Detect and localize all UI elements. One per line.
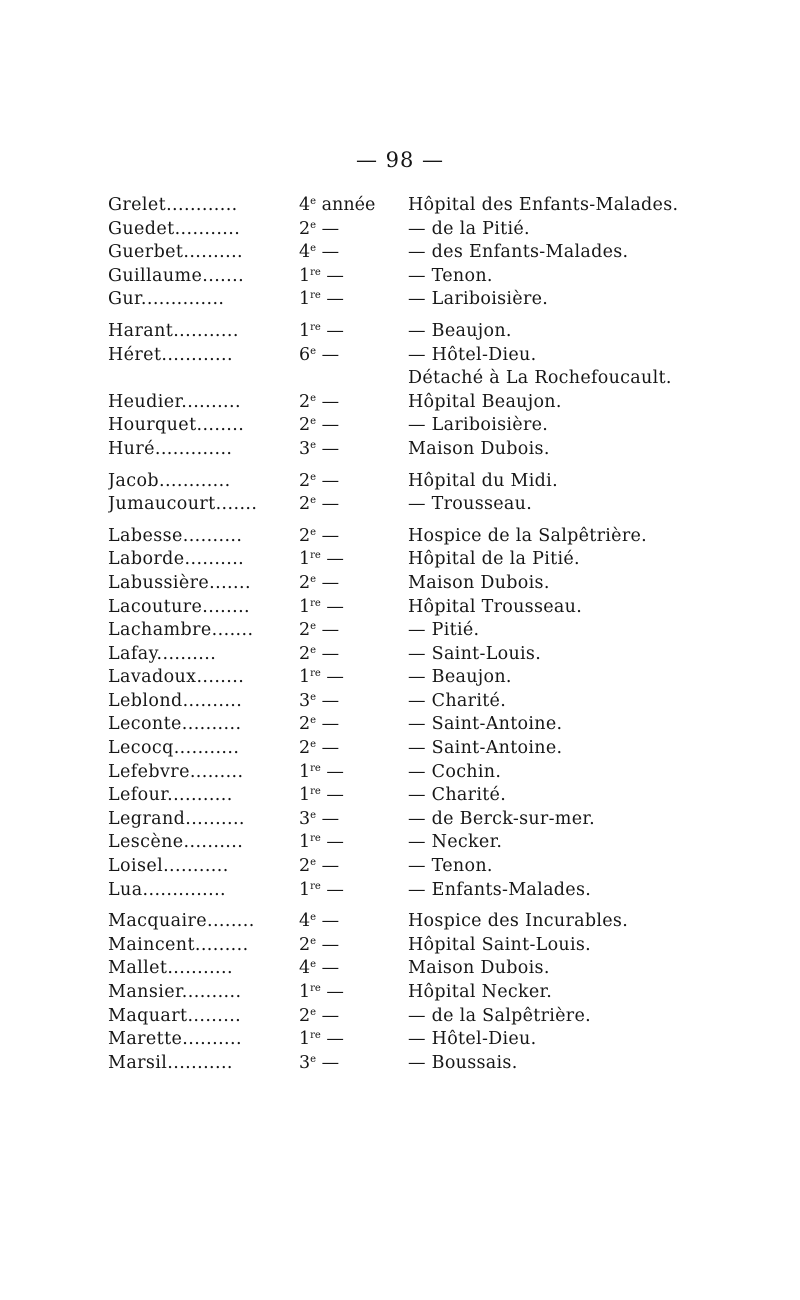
entry-year-number: 1: [299, 596, 311, 617]
entry-name: Maincent.........: [108, 934, 249, 955]
entry-year-suffix: —: [320, 1029, 344, 1050]
entry-year-number: 2: [299, 572, 311, 593]
entry-list: [108, 194, 708, 1075]
entry-year: [299, 808, 339, 832]
entry-place: — Beaujon.: [408, 320, 512, 341]
entry-year-number: 4: [299, 911, 311, 932]
entry-year-suffix: —: [316, 690, 340, 711]
entry-year-number: 2: [299, 391, 311, 412]
entry-name: Hourquet........: [108, 415, 245, 436]
entry-year-number: 2: [299, 714, 311, 735]
entry-place: Maison Dubois.: [408, 572, 550, 593]
entry-year-ordinal: e: [310, 959, 317, 971]
entry-year-number: 6: [299, 344, 311, 365]
entry-year: [299, 548, 344, 572]
entry-year-ordinal: e: [310, 416, 317, 428]
entry-year-suffix: —: [316, 1005, 340, 1026]
entry-row: [108, 1005, 708, 1029]
entry-year-ordinal: e: [310, 809, 317, 821]
entry-year-ordinal: e: [310, 243, 317, 255]
entry-place: Maison Dubois.: [408, 958, 550, 979]
entry-row: [108, 855, 708, 879]
entry-name: Lua..............: [108, 879, 227, 900]
entry-year-number: 2: [299, 1005, 311, 1026]
entry-year-number: 2: [299, 643, 311, 664]
entry-place: — Tenon.: [408, 265, 493, 286]
entry-year-number: 2: [299, 856, 311, 877]
entry-row: [108, 761, 708, 785]
entry-year-suffix: —: [316, 911, 340, 932]
entry-year-ordinal: re: [310, 668, 321, 680]
entry-year-number: 1: [299, 1029, 311, 1050]
entry-year-suffix: —: [316, 1052, 340, 1073]
entry-year-number: 1: [299, 879, 311, 900]
entry-place: Hôpital de la Pitié.: [408, 549, 580, 570]
entry-row: [108, 470, 708, 494]
entry-name: Marsil...........: [108, 1052, 233, 1073]
entry-year-ordinal: e: [310, 621, 317, 633]
entry-year-suffix: —: [320, 785, 344, 806]
entry-year: [299, 690, 339, 714]
entry-row: [108, 493, 708, 517]
entry-year: [299, 344, 339, 368]
entry-year: [299, 596, 344, 620]
entry-year-number: 2: [299, 525, 311, 546]
entry-place: — Hôtel-Dieu.: [408, 1029, 537, 1050]
entry-place: — Saint-Antoine.: [408, 714, 563, 735]
entry-year: [299, 666, 344, 690]
entry-name: Loisel...........: [108, 856, 229, 877]
entry-place: — Enfants-Malades.: [408, 879, 592, 900]
entry-year-number: 3: [299, 438, 311, 459]
entry-name: Lefour...........: [108, 785, 233, 806]
entry-year: [299, 713, 339, 737]
entry-name: Gur..............: [108, 289, 225, 310]
entry-place: — Cochin.: [408, 761, 502, 782]
entry-year-ordinal: re: [310, 597, 321, 609]
entry-place: — Charité.: [408, 690, 507, 711]
entry-place: — de Berck-sur-mer.: [408, 808, 595, 829]
entry-place: Hôpital Trousseau.: [408, 596, 583, 617]
entry-year-suffix: —: [316, 808, 340, 829]
entry-name: Legrand..........: [108, 808, 245, 829]
entry-row: [108, 981, 708, 1005]
entry-year: [299, 981, 344, 1005]
entry-name: Marette..........: [108, 1029, 242, 1050]
entry-year: [299, 879, 344, 903]
entry-name: Labussière.......: [108, 572, 251, 593]
entry-year-number: 1: [299, 320, 311, 341]
entry-row: [108, 218, 708, 242]
entry-year-ordinal: e: [310, 691, 317, 703]
entry-year-ordinal: e: [310, 219, 317, 231]
entry-year: [299, 737, 339, 761]
entry-year-number: 2: [299, 934, 311, 955]
entry-year-ordinal: re: [310, 983, 321, 994]
entry-place: Hospice de la Salpêtrière.: [408, 525, 648, 546]
entry-name: Grelet............: [108, 195, 238, 215]
entry-row: [108, 265, 708, 289]
entry-year-number: 4: [299, 242, 311, 263]
entry-year: [299, 761, 344, 785]
entry-year-suffix: —: [316, 391, 340, 412]
entry-place: Hôpital des Enfants-Malades.: [408, 195, 679, 215]
entry-name: Guerbet..........: [108, 242, 243, 263]
entry-row: [108, 643, 708, 667]
entry-place: — Saint-Louis.: [408, 643, 542, 664]
entry-year-number: 2: [299, 738, 311, 759]
entry-year: [299, 391, 339, 415]
entry-year-ordinal: re: [310, 762, 321, 774]
entry-row: [108, 690, 708, 714]
entry-year: [299, 572, 339, 596]
entry-year-suffix: —: [316, 714, 340, 735]
entry-place: Hôpital du Midi.: [408, 470, 558, 491]
entry-row: [108, 548, 708, 572]
entry-year-suffix: —: [316, 934, 340, 955]
entry-year-ordinal: e: [310, 439, 317, 451]
entry-name: Maquart.........: [108, 1005, 242, 1026]
entry-row: [108, 596, 708, 620]
entry-year-suffix: —: [320, 879, 344, 900]
entry-year-number: 2: [299, 620, 311, 641]
entry-year-suffix: —: [316, 572, 340, 593]
entry-row: [108, 367, 708, 391]
entry-year-number: 1: [299, 982, 311, 1002]
entry-name: Jumaucourt.......: [108, 494, 258, 515]
entry-name: Leconte..........: [108, 714, 242, 735]
entry-year: [299, 784, 344, 808]
entry-year-ordinal: e: [310, 935, 317, 947]
entry-place: — Necker.: [408, 832, 503, 853]
entry-place: — de la Salpêtrière.: [408, 1005, 591, 1026]
entry-year-suffix: —: [316, 525, 340, 546]
entry-name: Guillaume.......: [108, 265, 245, 286]
entry-year-number: 2: [299, 218, 311, 239]
entry-place: Hôpital Beaujon.: [408, 391, 562, 412]
entry-year-suffix: —: [316, 470, 340, 491]
entry-year-suffix: —: [320, 265, 344, 286]
entry-year-number: 3: [299, 808, 311, 829]
entry-name: Héret............: [108, 344, 233, 365]
entry-year-suffix: —: [316, 494, 340, 515]
entry-year-ordinal: e: [310, 739, 317, 751]
entry-year: [299, 194, 375, 218]
entry-year-suffix: —: [316, 344, 340, 365]
entry-name: Guedet...........: [108, 218, 241, 239]
entry-name: Leblond..........: [108, 690, 243, 711]
entry-year: [299, 320, 344, 344]
entry-year-suffix: —: [320, 549, 344, 570]
entry-place: — Lariboisière.: [408, 415, 549, 436]
entry-year: [299, 265, 344, 289]
entry-row: [108, 391, 708, 415]
entry-year-ordinal: re: [310, 880, 321, 892]
entry-year-suffix: —: [320, 320, 344, 341]
entry-name: Laborde..........: [108, 549, 245, 570]
entry-name: Labesse..........: [108, 525, 243, 546]
entry-year-number: 1: [299, 785, 311, 806]
entry-year-ordinal: e: [310, 573, 317, 585]
entry-year-suffix: —: [320, 832, 344, 853]
entry-year-number: 2: [299, 470, 311, 491]
entry-year-suffix: —: [316, 856, 340, 877]
entry-row: [108, 438, 708, 462]
entry-year-ordinal: re: [310, 833, 321, 845]
entry-name: Macquaire........: [108, 911, 255, 932]
entry-place: Détaché à La Rochefoucault.: [408, 368, 672, 389]
entry-place: — des Enfants-Malades.: [408, 242, 629, 263]
entry-row: [108, 934, 708, 958]
entry-year: [299, 470, 339, 494]
entry-year-suffix: —: [316, 738, 340, 759]
entry-row: [108, 525, 708, 549]
entry-year: [299, 1028, 344, 1052]
entry-name: Harant...........: [108, 320, 239, 341]
entry-name: Lacouture........: [108, 596, 250, 617]
entry-row: [108, 666, 708, 690]
entry-row: [108, 344, 708, 368]
entry-year-suffix: année: [316, 195, 376, 215]
entry-year-ordinal: re: [310, 550, 321, 562]
entry-year-ordinal: e: [310, 912, 317, 924]
entry-year-ordinal: e: [310, 495, 317, 507]
entry-year-number: 1: [299, 265, 311, 286]
entry-row: [108, 194, 708, 218]
entry-year-number: 1: [299, 549, 311, 570]
entry-place: — Boussais.: [408, 1052, 518, 1073]
entry-row: [108, 1028, 708, 1052]
entry-place: — Hôtel-Dieu.: [408, 344, 537, 365]
entry-place: — de la Pitié.: [408, 218, 530, 239]
entry-year: [299, 438, 339, 462]
entry-year-number: 4: [299, 958, 311, 979]
entry-row: [108, 737, 708, 761]
entry-name: Lafay..........: [108, 643, 217, 664]
entry-name: Lecocq...........: [108, 738, 240, 759]
entry-year-suffix: —: [320, 761, 344, 782]
entry-row: [108, 808, 708, 832]
entry-name: Jacob............: [108, 470, 231, 491]
entry-year-ordinal: re: [310, 1030, 321, 1042]
entry-year: [299, 1005, 339, 1029]
entry-year-suffix: —: [316, 415, 340, 436]
entry-year-number: 1: [299, 289, 311, 310]
entry-year: [299, 831, 344, 855]
entry-year: [299, 957, 339, 981]
entry-year-ordinal: e: [310, 392, 317, 404]
entry-place: — Pitié.: [408, 620, 480, 641]
entry-name: Mansier..........: [108, 982, 242, 1002]
entry-year-suffix: —: [316, 620, 340, 641]
entry-year: [299, 493, 339, 517]
entry-year-ordinal: e: [310, 1006, 317, 1018]
entry-year: [299, 525, 339, 549]
entry-row: [108, 414, 708, 438]
entry-year-ordinal: e: [310, 644, 317, 656]
entry-year-ordinal: e: [310, 345, 317, 357]
entry-place: Hospice des Incurables.: [408, 911, 629, 932]
entry-row: [108, 831, 708, 855]
entry-year-number: 4: [299, 195, 311, 215]
entry-name: Huré.............: [108, 438, 233, 459]
entry-name: Lavadoux........: [108, 667, 245, 688]
entry-year: [299, 218, 339, 242]
entry-row: [108, 713, 708, 737]
entry-year-ordinal: re: [310, 290, 321, 302]
entry-year-suffix: —: [320, 596, 344, 617]
entry-year-number: 2: [299, 494, 311, 515]
entry-place: — Saint-Antoine.: [408, 738, 563, 759]
entry-row: [108, 879, 708, 903]
entry-name: Lescène..........: [108, 832, 244, 853]
entry-year-ordinal: re: [310, 786, 321, 798]
entry-year-number: 1: [299, 832, 311, 853]
entry-place: — Charité.: [408, 785, 507, 806]
entry-year-ordinal: re: [310, 321, 321, 333]
entry-year-suffix: —: [316, 218, 340, 239]
entry-place: Maison Dubois.: [408, 438, 550, 459]
entry-place: — Beaujon.: [408, 667, 512, 688]
entry-place: Hôpital Necker.: [408, 982, 553, 1002]
entry-year-ordinal: e: [310, 526, 317, 538]
entry-year-suffix: —: [320, 982, 344, 1002]
entry-row: [108, 572, 708, 596]
entry-name: Mallet...........: [108, 958, 233, 979]
entry-row: [108, 320, 708, 344]
entry-place: — Lariboisière.: [408, 289, 549, 310]
entry-name: Lachambre.......: [108, 620, 254, 641]
entry-place: Hôpital Saint-Louis.: [408, 934, 592, 955]
entry-year: [299, 288, 344, 312]
entry-place: — Tenon.: [408, 856, 493, 877]
entry-year: [299, 855, 339, 879]
entry-row: [108, 910, 708, 934]
entry-year: [299, 910, 339, 934]
entry-row: [108, 784, 708, 808]
entry-year: [299, 241, 339, 265]
entry-year-suffix: —: [320, 289, 344, 310]
entry-year: [299, 619, 339, 643]
entry-year: [299, 643, 339, 667]
entry-year-number: 2: [299, 415, 311, 436]
entry-name: Lefebvre.........: [108, 761, 244, 782]
entry-name: Heudier..........: [108, 391, 241, 412]
entry-year-ordinal: re: [310, 266, 321, 278]
entry-year-ordinal: e: [310, 196, 317, 207]
entry-year: [299, 414, 339, 438]
entry-year-number: 1: [299, 761, 311, 782]
page-number: — 98 —: [355, 148, 445, 172]
entry-year-ordinal: e: [310, 471, 317, 483]
entry-year-suffix: —: [316, 958, 340, 979]
entry-year-suffix: —: [316, 643, 340, 664]
entry-row: [108, 957, 708, 981]
entry-year: [299, 934, 339, 958]
entry-year-suffix: —: [316, 438, 340, 459]
entry-year-ordinal: e: [310, 1053, 317, 1065]
entry-row: [108, 241, 708, 265]
entry-year-ordinal: e: [310, 857, 317, 869]
entry-row: [108, 619, 708, 643]
entry-place: — Trousseau.: [408, 494, 533, 515]
entry-year-suffix: —: [316, 242, 340, 263]
entry-year-suffix: —: [320, 667, 344, 688]
entry-year-number: 3: [299, 690, 311, 711]
entry-row: [108, 288, 708, 312]
entry-row: [108, 1052, 708, 1076]
entry-year-ordinal: e: [310, 715, 317, 727]
entry-year: [299, 1052, 339, 1076]
entry-year-number: 1: [299, 667, 311, 688]
entry-year-number: 3: [299, 1052, 311, 1073]
